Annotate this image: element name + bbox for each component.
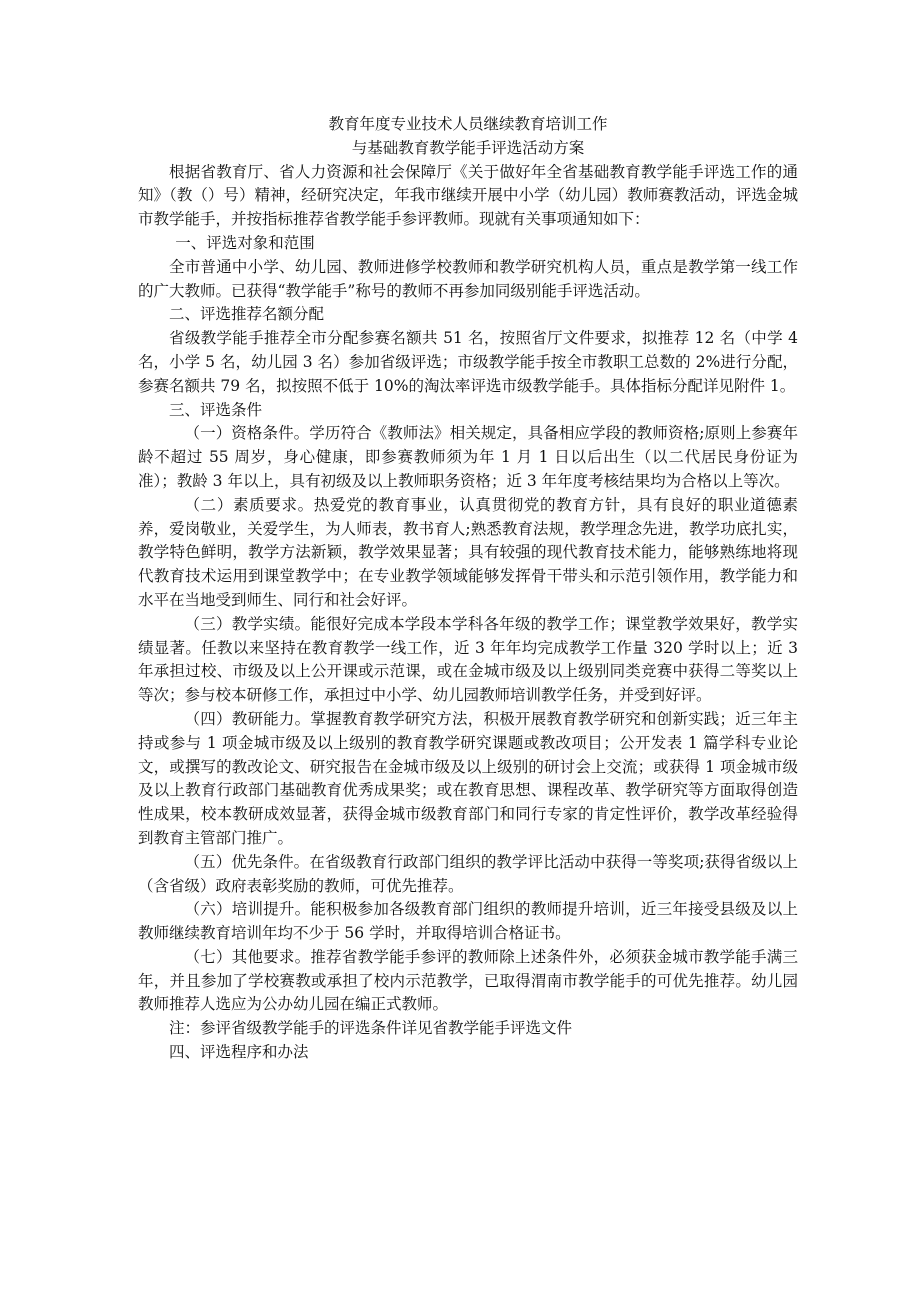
- section-3-item-5: （五）优先条件。在省级教育行政部门组织的教学评比活动中获得一等奖项;获得省级以上（含省级）政府表彰奖励的教师，可优先推荐。: [138, 852, 798, 895]
- section-3-item-3: （三）教学实绩。能很好完成本学段本学科各年级的教学工作；课堂教学效果好，教学实绩显著。任教以来坚持在教育教学一线工作，近 3 年年均完成教学工作量 320 学时以上；近 3 年承担过校、市级及以上公开课或示范课，或在金城市级及以上级别同类竞赛中获得二等奖以上等次；参与校本研修工作，承担过中小学、幼儿园教师培训教学任务，并受到好评。: [138, 614, 798, 705]
- section-4-heading: 四、评选程序和办法: [169, 1043, 309, 1062]
- section-1-heading: 一、评选对象和范围: [175, 233, 315, 252]
- section-3-item-2: （二）素质要求。热爱党的教育事业，认真贯彻党的教育方针，具有良好的职业道德素养，爱岗敬业，关爱学生，为人师表，教书育人;熟悉教育法规，教学理念先进，教学功底扎实，教学特色鲜明，教学方法新颖，教学效果显著；具有较强的现代教育技术能力，能够熟练地将现代教育技术运用到课堂教学中；在专业教学领域能够发挥骨干带头和示范引领作用，教学能力和水平在当地受到师生、同行和社会好评。: [138, 495, 798, 609]
- section-2-body: 省级教学能手推荐全市分配参赛名额共 51 名，按照省厅文件要求，拟推荐 12 名（中学 4 名，小学 5 名，幼儿园 3 名）参加省级评选；市级教学能手按全市教职工总数的 2%进行分配，参赛名额共 79 名，拟按照不低于 10%的淘汰率评选市级教学能手。具体指标分配详见附件 1。: [138, 329, 798, 395]
- section-1-body: 全市普通中小学、幼儿园、教师进修学校教师和教学研究机构人员，重点是教学第一线工作的广大教师。已获得“教学能手”称号的教师不再参加同级别能手评选活动。: [138, 257, 798, 300]
- section-3-note: 注：参评省级教学能手的评选条件详见省教学能手评选文件: [169, 1019, 573, 1038]
- intro-paragraph: 根据省教育厅、省人力资源和社会保障厅《关于做好年全省基础教育教学能手评选工作的通知》（教（）号）精神，经研究决定，年我市继续开展中小学（幼儿园）教师赛教活动，评选金城市教学能手，并按指标推荐省教学能手参评教师。现就有关事项通知如下：: [138, 162, 798, 229]
- section-3-item-4: （四）教研能力。掌握教育教学研究方法，积极开展教育教学研究和创新实践；近三年主持或参与 1 项金城市级及以上级别的教育教学研究课题或教改项目；公开发表 1 篇学科专业论文，或撰写的教改论文、研究报告在金城市级及以上级别的研讨会上交流；或获得 1 项金城市级及以上教育行政部门基础教育优秀成果奖；或在教育思想、课程改革、教学研究等方面取得创造性成果，校本教研成效显著，获得金城市级教育部门和同行专家的肯定性评价，教学改革经验得到教育主管部门推广。: [138, 709, 798, 847]
- section-3-item-7: （七）其他要求。推荐省教学能手参评的教师除上述条件外，必须获金城市教学能手满三年，并且参加了学校赛教或承担了校内示范教学，已取得渭南市教学能手的可优先推荐。幼儿园教师推荐人选应为公办幼儿园在编正式教师。: [138, 947, 798, 1014]
- section-2-heading: 二、评选推荐名额分配: [169, 305, 325, 324]
- document-title-line-1: 教育年度专业技术人员继续教育培训工作: [328, 115, 608, 133]
- section-3-item-1: （一）资格条件。学历符合《教师法》相关规定，具备相应学段的教师资格;原则上参赛年龄不超过 55 周岁，身心健康，即参赛教师须为年 1 月 1 日以后出生（以二代居民身份证为准）；教龄 3 年以上，具有初级及以上教师职务资格；近 3 年年度考核结果均为合格以上等次。: [138, 424, 798, 490]
- document-body: [138, 113, 798, 1065]
- section-3-item-6: （六）培训提升。能积极参加各级教育部门组织的教师提升培训，近三年接受县级及以上教师继续教育培训年均不少于 56 学时，并取得培训合格证书。: [138, 900, 798, 943]
- document-title-line-2: 与基础教育教学能手评选活动方案: [351, 138, 585, 157]
- section-3-heading: 三、评选条件: [169, 400, 263, 419]
